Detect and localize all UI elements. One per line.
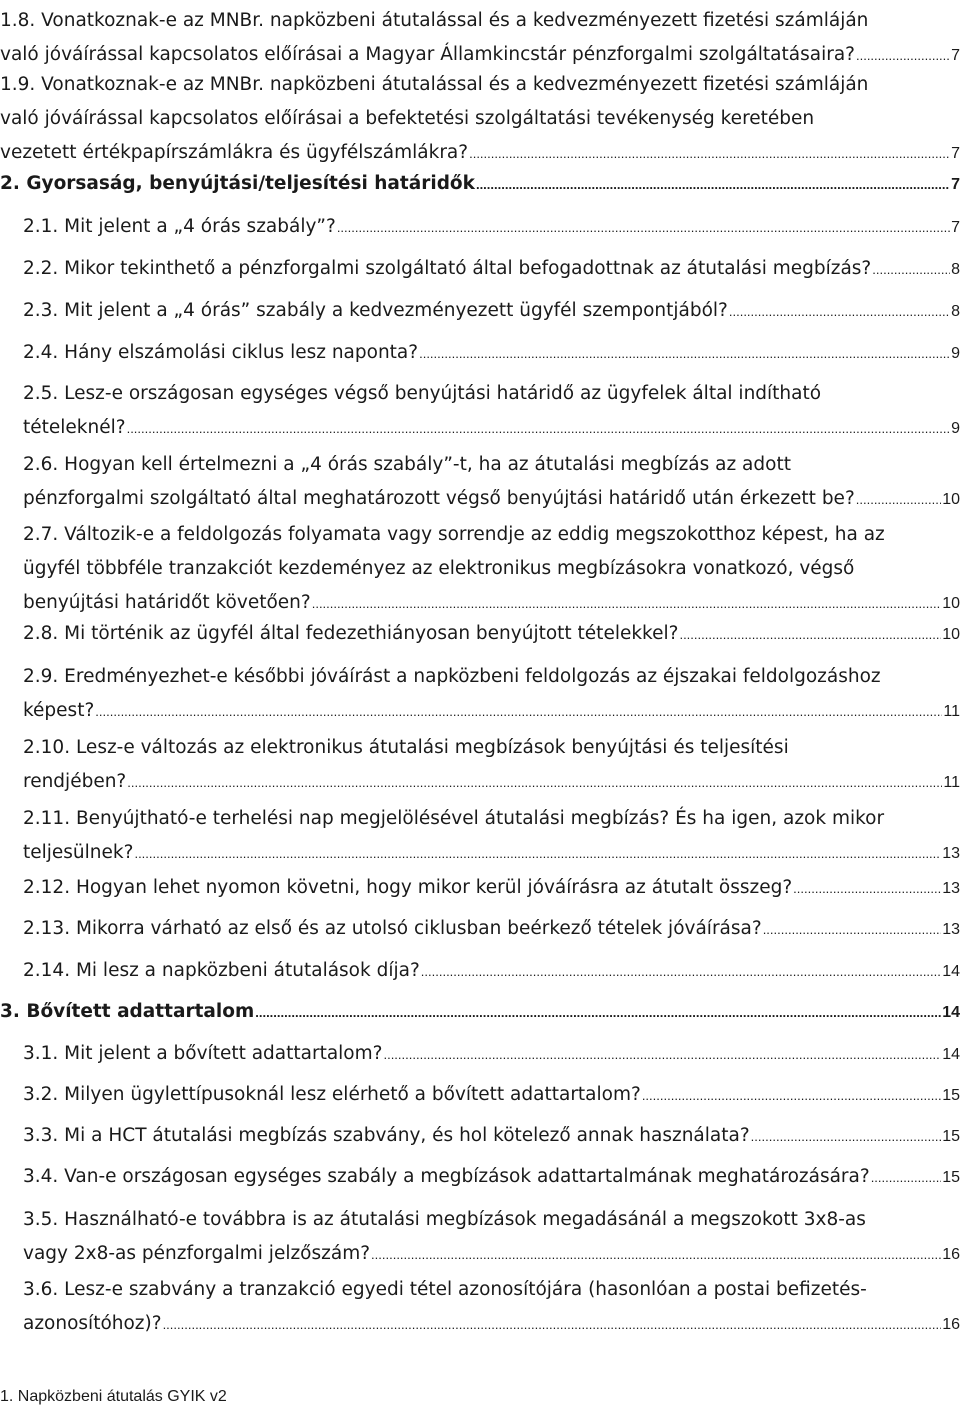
dot-leader xyxy=(134,837,941,871)
dot-leader xyxy=(751,1123,942,1151)
toc-entry-text: 2.10. Lesz-e változás az elektronikus átutalási megbízások benyújtási és teljesítési xyxy=(23,737,789,758)
dot-leader xyxy=(642,1082,941,1110)
toc-entry[interactable] xyxy=(23,1040,960,1069)
toc-page-number: 10 xyxy=(942,491,960,508)
toc-entry-text: vezetett értékpapírszámlákra és ügyfélszámlákra? xyxy=(0,142,469,163)
toc-entry[interactable] xyxy=(23,1081,960,1110)
toc-entry[interactable] xyxy=(0,998,960,1027)
toc-entry-text: 2.6. Hogyan kell értelmezni a „4 órás szabály”-t, ha az átutalási megbízás az adott xyxy=(23,454,791,475)
toc-entry[interactable] xyxy=(23,255,960,284)
toc-entry-text: 2. Gyorsaság, benyújtási/teljesítési határidők xyxy=(0,173,475,194)
page-footer: 1. Napközbeni átutalás GYIK v2 xyxy=(0,1388,227,1405)
toc-entry[interactable] xyxy=(23,1273,960,1342)
toc-entry[interactable] xyxy=(23,339,960,368)
toc-entry-text: pénzforgalmi szolgáltató által meghatározott végső benyújtási határidő után érkezett be? xyxy=(23,488,855,509)
dot-leader xyxy=(469,137,950,171)
toc-entry-text: képest? xyxy=(23,700,95,721)
toc-entry[interactable] xyxy=(23,620,960,649)
toc-page-number: 11 xyxy=(943,774,960,791)
toc-page-number: 7 xyxy=(951,145,960,162)
dot-leader xyxy=(679,621,941,649)
toc-entry[interactable] xyxy=(23,297,960,326)
toc-page-number: 15 xyxy=(942,1128,960,1145)
toc-entry-text: rendjében? xyxy=(23,771,127,792)
toc-entry-text: tételeknél? xyxy=(23,417,126,438)
dot-leader xyxy=(763,916,942,944)
toc-page-number: 7 xyxy=(951,219,960,236)
toc-page-number: 10 xyxy=(942,626,960,643)
toc-entry-text: 1.9. Vonatkoznak-e az MNBr. napközbeni átutalással és a kedvezményezett fizetési számláján xyxy=(0,74,869,95)
toc-entry[interactable] xyxy=(23,874,960,903)
toc-page-number: 8 xyxy=(951,303,960,320)
toc-page-number: 9 xyxy=(951,420,960,437)
toc-entry-text: 2.12. Hogyan lehet nyomon követni, hogy mikor kerül jóváírásra az átutalt összeg? xyxy=(23,877,793,898)
toc-entry-text: 2.7. Változik-e a feldolgozás folyamata vagy sorrendje az eddig megszokotthoz képest, ha az xyxy=(23,524,885,545)
toc-page-number: 16 xyxy=(942,1316,960,1333)
toc-entry-text: 3. Bővített adattartalom xyxy=(0,1001,255,1022)
toc-page-number: 11 xyxy=(943,703,960,720)
toc-entry-text: ügyfél többféle tranzakciót kezdeményez az elektronikus megbízásokra vonatkozó, végső xyxy=(23,558,855,579)
toc-entry-text: azonosítóhoz)? xyxy=(23,1313,162,1334)
toc-entry-text: 1.8. Vonatkoznak-e az MNBr. napközbeni átutalással és a kedvezményezett fizetési számláján xyxy=(0,10,869,31)
toc-entry-text: 3.5. Használható-e továbbra is az átutalási megbízások megadásánál a megszokott 3x8-as xyxy=(23,1209,866,1230)
dot-leader xyxy=(872,256,950,284)
toc-entry[interactable] xyxy=(23,1122,960,1151)
toc-entry-text: 2.13. Mikorra várható az első és az utolsó ciklusban beérkező tételek jóváírása? xyxy=(23,918,762,939)
toc-entry[interactable] xyxy=(23,915,960,944)
toc-entry-text: való jóváírással kapcsolatos előírásai a befektetési szolgáltatási tevékenység keretében xyxy=(0,108,815,129)
toc-entry[interactable] xyxy=(23,1163,960,1192)
dot-leader xyxy=(793,875,941,903)
toc-entry-text: 2.11. Benyújtható-e terhelési nap megjelölésével átutalási megbízás? És ha igen, azok mikor xyxy=(23,808,885,829)
dot-leader xyxy=(163,1308,942,1342)
dot-leader xyxy=(127,412,951,446)
toc-entry[interactable] xyxy=(23,377,960,446)
toc-page-number: 14 xyxy=(942,1004,960,1021)
toc-page-number: 16 xyxy=(942,1246,960,1263)
toc-page-number: 9 xyxy=(951,345,960,362)
toc-entry-text: benyújtási határidőt követően? xyxy=(23,592,311,613)
toc-page-number: 15 xyxy=(942,1087,960,1104)
toc-page-number: 10 xyxy=(942,595,960,612)
toc-entry-text: 2.2. Mikor tekinthető a pénzforgalmi szolgáltató által befogadottnak az átutalási megbízás? xyxy=(23,258,872,279)
dot-leader xyxy=(337,214,950,242)
toc-entry-text: 2.8. Mi történik az ügyfél által fedezethiányosan benyújtott tételekkel? xyxy=(23,623,679,644)
dot-leader xyxy=(871,1164,942,1192)
dot-leader xyxy=(419,340,950,368)
toc-page-number: 7 xyxy=(951,47,960,64)
toc-entry-text: 3.4. Van-e országosan egységes szabály a megbízások adattartalmának meghatározására? xyxy=(23,1166,870,1187)
toc-entry[interactable] xyxy=(23,957,960,986)
dot-leader xyxy=(255,999,941,1027)
toc-entry-text: 3.1. Mit jelent a bővített adattartalom? xyxy=(23,1043,383,1064)
toc-entry-text: 2.4. Hány elszámolási ciklus lesz naponta? xyxy=(23,342,419,363)
toc-entry-text: 2.5. Lesz-e országosan egységes végső benyújtási határidő az ügyfelek által indítható xyxy=(23,383,822,404)
toc-entry[interactable] xyxy=(23,802,960,871)
dot-leader xyxy=(371,1238,941,1272)
toc-entry[interactable] xyxy=(23,731,960,800)
dot-leader xyxy=(127,766,942,800)
toc-entry-text: teljesülnek? xyxy=(23,842,134,863)
dot-leader xyxy=(383,1041,941,1069)
toc-entry-text: 2.1. Mit jelent a „4 órás szabály”? xyxy=(23,216,336,237)
toc-entry-text: 3.6. Lesz-e szabvány a tranzakció egyedi tétel azonosítójára (hasonlóan a postai befizetés- xyxy=(23,1279,867,1300)
dot-leader xyxy=(312,587,941,621)
toc-page-number: 7 xyxy=(951,176,960,193)
toc-entry[interactable] xyxy=(23,448,960,517)
toc-entry-text: 3.2. Milyen ügylettípusoknál lesz elérhető a bővített adattartalom? xyxy=(23,1084,641,1105)
toc-page-number: 15 xyxy=(942,1169,960,1186)
toc-entry[interactable] xyxy=(23,213,960,242)
toc-page-number: 13 xyxy=(942,845,960,862)
toc-entry[interactable] xyxy=(23,518,960,621)
dot-leader xyxy=(421,958,941,986)
toc-page-number: 8 xyxy=(951,261,960,278)
toc-entry-text: 3.3. Mi a HCT átutalási megbízás szabvány, és hol kötelező annak használata? xyxy=(23,1125,750,1146)
toc-entry-text: 2.14. Mi lesz a napközbeni átutalások díja? xyxy=(23,960,420,981)
toc-entry[interactable] xyxy=(23,660,960,729)
toc-entry-text: 2.3. Mit jelent a „4 órás” szabály a kedvezményezett ügyfél szempontjából? xyxy=(23,300,728,321)
toc-entry-text: 2.9. Eredményezhet-e későbbi jóváírást a napközbeni feldolgozás az éjszakai feldolgozáshoz xyxy=(23,666,881,687)
toc-page-number: 14 xyxy=(942,1046,960,1063)
toc-entry-text: vagy 2x8-as pénzforgalmi jelzőszám? xyxy=(23,1243,371,1264)
toc-entry[interactable] xyxy=(23,1203,960,1272)
toc-page-number: 14 xyxy=(942,963,960,980)
toc-entry-text: való jóváírással kapcsolatos előírásai a Magyar Államkincstár pénzforgalmi szolgáltatásaira? xyxy=(0,44,855,65)
toc-entry[interactable] xyxy=(0,68,960,171)
toc-page-number: 13 xyxy=(942,921,960,938)
toc-page-number: 13 xyxy=(942,880,960,897)
toc-entry[interactable] xyxy=(0,4,960,73)
dot-leader xyxy=(856,483,941,517)
toc-entry[interactable] xyxy=(0,170,960,199)
dot-leader xyxy=(95,695,942,729)
dot-leader xyxy=(729,298,950,326)
dot-leader xyxy=(476,171,950,199)
